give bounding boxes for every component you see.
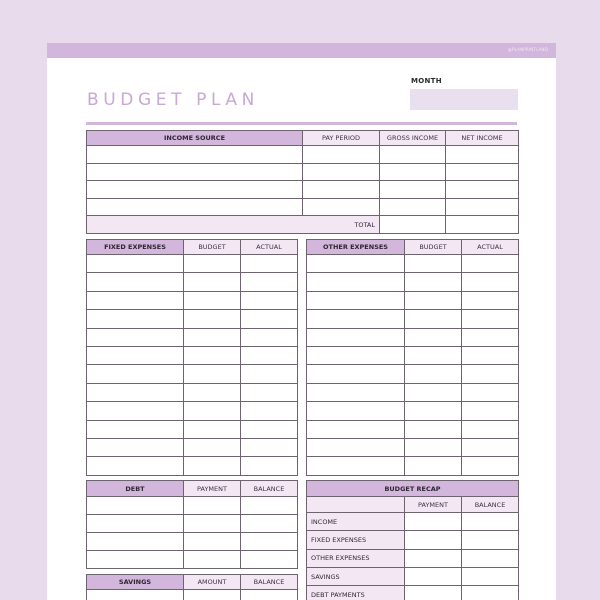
budget-cell[interactable] — [184, 438, 241, 456]
expense-cell[interactable] — [307, 346, 405, 364]
income-cell[interactable] — [87, 146, 303, 164]
income-cell[interactable] — [87, 198, 303, 216]
balance-cell[interactable] — [241, 551, 298, 569]
actual-cell[interactable] — [241, 291, 298, 309]
amount-header: AMOUNT — [184, 575, 241, 590]
recap-row-debt-payments — [307, 586, 519, 600]
table-row — [87, 291, 298, 309]
month-field[interactable] — [410, 89, 518, 110]
expense-cell[interactable] — [87, 291, 184, 309]
payment-cell[interactable] — [184, 533, 241, 551]
net-total-cell[interactable] — [446, 216, 519, 234]
recap-row-savings — [307, 567, 519, 585]
income-cell[interactable] — [446, 198, 519, 216]
actual-cell[interactable] — [462, 402, 519, 420]
budget-cell[interactable] — [405, 457, 462, 475]
budget-cell[interactable] — [184, 273, 241, 291]
expense-cell[interactable] — [87, 365, 184, 383]
actual-cell[interactable] — [462, 365, 519, 383]
table-row — [307, 255, 519, 273]
expense-cell[interactable] — [87, 255, 184, 273]
amount-cell[interactable] — [184, 590, 241, 600]
payment-header: PAYMENT — [184, 481, 241, 497]
actual-header: ACTUAL — [241, 240, 298, 255]
gross-total-cell[interactable] — [380, 216, 446, 234]
actual-cell[interactable] — [462, 273, 519, 291]
budget-recap-title-row — [307, 481, 519, 497]
actual-cell[interactable] — [462, 310, 519, 328]
other-expenses-header-row — [307, 240, 519, 255]
budget-cell[interactable] — [405, 402, 462, 420]
income-cell[interactable] — [380, 146, 446, 164]
payment-cell[interactable] — [184, 551, 241, 569]
income-total-row — [87, 216, 519, 234]
income-cell[interactable] — [87, 181, 303, 199]
expense-cell[interactable] — [307, 420, 405, 438]
balance-cell[interactable] — [241, 497, 298, 515]
expense-cell[interactable] — [307, 402, 405, 420]
budget-cell[interactable] — [405, 255, 462, 273]
table-row — [307, 365, 519, 383]
savings-header: SAVINGS — [87, 575, 184, 590]
actual-cell[interactable] — [241, 310, 298, 328]
table-row — [307, 328, 519, 346]
gross-income-header: GROSS INCOME — [380, 131, 446, 146]
balance-header: BALANCE — [241, 481, 298, 497]
actual-cell[interactable] — [241, 457, 298, 475]
top-banner — [47, 43, 556, 58]
payment-header: PAYMENT — [405, 497, 462, 513]
other-expenses-table — [306, 239, 519, 476]
expense-cell[interactable] — [87, 420, 184, 438]
table-row — [307, 310, 519, 328]
table-row — [307, 383, 519, 401]
table-row — [307, 457, 519, 475]
expense-cell[interactable] — [307, 383, 405, 401]
income-cell[interactable] — [303, 163, 380, 181]
total-label: TOTAL — [87, 216, 380, 234]
table-row — [87, 163, 519, 181]
income-cell[interactable] — [380, 198, 446, 216]
table-row — [87, 146, 519, 164]
expense-cell[interactable] — [307, 328, 405, 346]
fixed-expenses-body — [87, 255, 298, 476]
table-row — [87, 457, 298, 475]
income-cell[interactable] — [446, 163, 519, 181]
expense-cell[interactable] — [87, 402, 184, 420]
table-row — [87, 590, 298, 600]
page-title: BUDGET PLAN — [87, 90, 259, 110]
table-row — [87, 515, 298, 533]
budget-cell[interactable] — [405, 420, 462, 438]
actual-cell[interactable] — [462, 291, 519, 309]
actual-cell[interactable] — [241, 438, 298, 456]
income-table — [86, 130, 519, 234]
actual-cell[interactable] — [241, 365, 298, 383]
actual-header: ACTUAL — [462, 240, 519, 255]
budget-cell[interactable] — [184, 420, 241, 438]
actual-cell[interactable] — [462, 255, 519, 273]
payment-cell[interactable] — [405, 549, 462, 567]
recap-label-fixed-expenses: FIXED EXPENSES — [307, 531, 405, 549]
income-cell[interactable] — [303, 198, 380, 216]
budget-cell[interactable] — [184, 457, 241, 475]
table-row — [307, 438, 519, 456]
recap-row-income — [307, 513, 519, 531]
savings-cell[interactable] — [87, 590, 184, 600]
budget-recap-header: BUDGET RECAP — [307, 481, 519, 497]
budget-cell[interactable] — [405, 291, 462, 309]
balance-cell[interactable] — [462, 549, 519, 567]
table-row — [307, 291, 519, 309]
balance-cell[interactable] — [462, 513, 519, 531]
expense-cell[interactable] — [307, 457, 405, 475]
table-row — [307, 420, 519, 438]
watermark: @PLANPRINTLAND — [507, 47, 548, 52]
income-cell[interactable] — [303, 146, 380, 164]
actual-cell[interactable] — [462, 328, 519, 346]
fixed-expenses-header: FIXED EXPENSES — [87, 240, 184, 255]
recap-row-fixed-expenses — [307, 531, 519, 549]
recap-label-income: INCOME — [307, 513, 405, 531]
budget-cell[interactable] — [184, 291, 241, 309]
budget-header: BUDGET — [405, 240, 462, 255]
budget-cell[interactable] — [405, 273, 462, 291]
expense-cell[interactable] — [307, 310, 405, 328]
budget-cell[interactable] — [184, 310, 241, 328]
budget-cell[interactable] — [184, 365, 241, 383]
budget-cell[interactable] — [405, 383, 462, 401]
budget-cell[interactable] — [184, 328, 241, 346]
table-row — [307, 402, 519, 420]
budget-cell[interactable] — [405, 328, 462, 346]
balance-cell[interactable] — [241, 515, 298, 533]
income-cell[interactable] — [380, 163, 446, 181]
income-cell[interactable] — [303, 181, 380, 199]
actual-cell[interactable] — [241, 255, 298, 273]
budget-recap-subheader-row — [307, 497, 519, 513]
table-row — [87, 402, 298, 420]
budget-cell[interactable] — [184, 402, 241, 420]
table-row — [87, 551, 298, 569]
debt-cell[interactable] — [87, 551, 184, 569]
recap-label-other-expenses: OTHER EXPENSES — [307, 549, 405, 567]
balance-cell[interactable] — [241, 590, 298, 600]
expense-cell[interactable] — [87, 310, 184, 328]
budget-cell[interactable] — [405, 346, 462, 364]
expense-cell[interactable] — [87, 438, 184, 456]
actual-cell[interactable] — [462, 420, 519, 438]
budget-cell[interactable] — [184, 346, 241, 364]
month-label: MONTH — [411, 77, 442, 85]
table-row — [87, 533, 298, 551]
expense-cell[interactable] — [307, 291, 405, 309]
payment-cell[interactable] — [405, 513, 462, 531]
budget-cell[interactable] — [184, 255, 241, 273]
expense-cell[interactable] — [307, 438, 405, 456]
budget-header: BUDGET — [184, 240, 241, 255]
budget-sheet — [47, 43, 556, 600]
payment-cell[interactable] — [405, 567, 462, 585]
balance-cell[interactable] — [462, 586, 519, 600]
actual-cell[interactable] — [462, 383, 519, 401]
budget-cell[interactable] — [405, 310, 462, 328]
net-income-header: NET INCOME — [446, 131, 519, 146]
table-row — [87, 273, 298, 291]
actual-cell[interactable] — [462, 438, 519, 456]
payment-cell[interactable] — [184, 497, 241, 515]
recap-label-savings: SAVINGS — [307, 567, 405, 585]
debt-cell[interactable] — [87, 515, 184, 533]
expense-cell[interactable] — [87, 346, 184, 364]
title-divider — [86, 122, 517, 125]
balance-cell[interactable] — [462, 567, 519, 585]
table-row — [307, 273, 519, 291]
table-row — [87, 198, 519, 216]
other-expenses-header: OTHER EXPENSES — [307, 240, 405, 255]
table-row — [87, 438, 298, 456]
actual-cell[interactable] — [241, 383, 298, 401]
payment-cell[interactable] — [184, 515, 241, 533]
actual-cell[interactable] — [241, 420, 298, 438]
actual-cell[interactable] — [241, 346, 298, 364]
actual-cell[interactable] — [241, 273, 298, 291]
expense-cell[interactable] — [307, 273, 405, 291]
actual-cell[interactable] — [241, 328, 298, 346]
debt-header: DEBT — [87, 481, 184, 497]
income-cell[interactable] — [446, 146, 519, 164]
budget-cell[interactable] — [184, 383, 241, 401]
expense-cell[interactable] — [87, 273, 184, 291]
budget-cell[interactable] — [405, 438, 462, 456]
fixed-expenses-header-row — [87, 240, 298, 255]
table-row — [87, 420, 298, 438]
expense-cell[interactable] — [87, 328, 184, 346]
other-expenses-body — [307, 255, 519, 476]
income-cell[interactable] — [87, 163, 303, 181]
actual-cell[interactable] — [241, 402, 298, 420]
income-cell[interactable] — [380, 181, 446, 199]
income-header-row — [87, 131, 519, 146]
debt-header-row — [87, 481, 298, 497]
table-row — [307, 346, 519, 364]
payment-cell[interactable] — [405, 531, 462, 549]
recap-label-debt-payments: DEBT PAYMENTS — [307, 586, 405, 600]
balance-cell[interactable] — [241, 533, 298, 551]
expense-cell[interactable] — [307, 255, 405, 273]
savings-table — [86, 574, 298, 600]
table-row — [87, 365, 298, 383]
debt-cell[interactable] — [87, 497, 184, 515]
table-row — [87, 383, 298, 401]
table-row — [87, 181, 519, 199]
table-row — [87, 255, 298, 273]
expense-cell[interactable] — [87, 383, 184, 401]
table-row — [87, 310, 298, 328]
income-cell[interactable] — [446, 181, 519, 199]
actual-cell[interactable] — [462, 457, 519, 475]
balance-header: BALANCE — [241, 575, 298, 590]
budget-cell[interactable] — [405, 365, 462, 383]
recap-row-other-expenses — [307, 549, 519, 567]
recap-blank-header — [307, 497, 405, 513]
balance-cell[interactable] — [462, 531, 519, 549]
payment-cell[interactable] — [405, 586, 462, 600]
actual-cell[interactable] — [462, 346, 519, 364]
pay-period-header: PAY PERIOD — [303, 131, 380, 146]
table-row — [87, 328, 298, 346]
expense-cell[interactable] — [87, 457, 184, 475]
budget-recap-table — [306, 480, 519, 600]
expense-cell[interactable] — [307, 365, 405, 383]
balance-header: BALANCE — [462, 497, 519, 513]
debt-cell[interactable] — [87, 533, 184, 551]
debt-table — [86, 480, 298, 569]
fixed-expenses-table — [86, 239, 298, 476]
table-row — [87, 497, 298, 515]
savings-header-row — [87, 575, 298, 590]
income-source-header: INCOME SOURCE — [87, 131, 303, 146]
table-row — [87, 346, 298, 364]
